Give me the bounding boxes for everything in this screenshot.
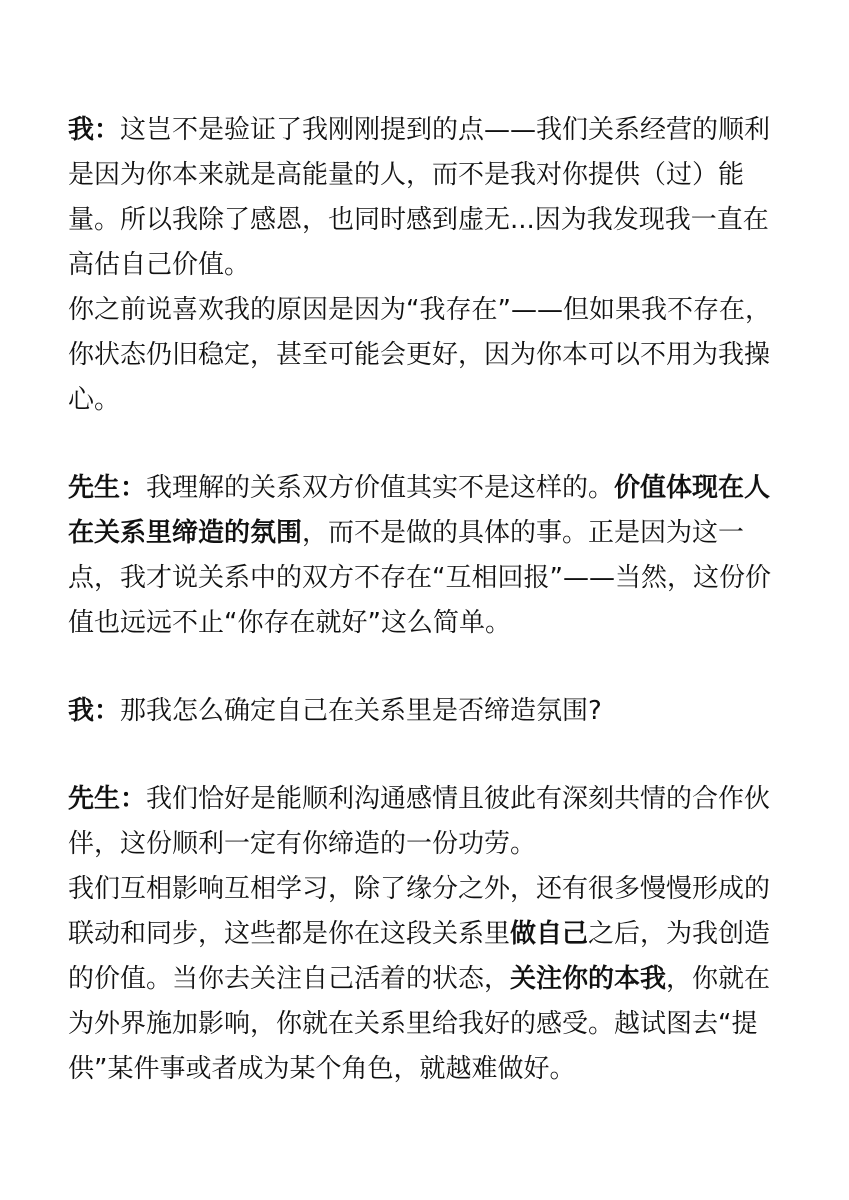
paragraph-text: 我们互相影响互相学习，除了缘分之外，还有很多慢慢形成的联动和同步，这些都是你在这段关系里	[68, 874, 771, 949]
spacer	[68, 423, 778, 466]
paragraph-text: 之后，为我创造的价值。当你去关注自己活着的状态，	[68, 919, 771, 994]
emphasis-text: 关注你的本我	[510, 964, 667, 994]
paragraph-text: 这岂不是验证了我刚刚提到的点——我们关系经营的顺利是因为你本来就是高能量的人，而不是我对你提供（过）能量。所以我除了感恩，也同时感到虚无...因为我发现我一直在高估自己价值。	[68, 115, 771, 280]
paragraph-me-1b	[68, 288, 778, 423]
paragraph-husband-1	[68, 466, 778, 646]
paragraph-me-1	[68, 108, 778, 288]
speaker-label: 先生：	[68, 473, 147, 503]
spacer	[68, 646, 778, 689]
paragraph-text: 我们恰好是能顺利沟通感情且彼此有深刻共情的合作伙伴，这份顺利一定有你缔造的一份功劳。	[68, 784, 771, 859]
speaker-label: 先生：	[68, 784, 147, 814]
emphasis-text: 价值体现在人在关系里缔造的氛围	[68, 473, 771, 548]
document-body	[68, 108, 778, 1092]
speaker-label: 我：	[68, 115, 121, 145]
paragraph-husband-2	[68, 777, 778, 867]
paragraph-text: 那我怎么确定自己在关系里是否缔造氛围?	[120, 696, 602, 726]
paragraph-text: 你之前说喜欢我的原因是因为“我存在”——但如果我不存在，你状态仍旧稳定，甚至可能会更好，因为你本可以不用为我操心。	[68, 295, 771, 415]
speaker-label: 我：	[68, 696, 121, 726]
paragraph-me-2	[68, 689, 778, 734]
paragraph-text: ，而不是做的具体的事。正是因为这一点，我才说关系中的双方不存在“互相回报”——当然，这份价值也远远不止“你存在就好”这么简单。	[68, 518, 771, 638]
paragraph-text: ，你就在为外界施加影响，你就在关系里给我好的感受。越试图去“提供”某件事或者成为某个角色，就越难做好。	[68, 964, 771, 1084]
paragraph-text: 我理解的关系双方价值其实不是这样的。	[146, 473, 615, 503]
spacer	[68, 734, 778, 777]
paragraph-husband-2b	[68, 867, 778, 1092]
emphasis-text: 做自己	[510, 919, 589, 949]
